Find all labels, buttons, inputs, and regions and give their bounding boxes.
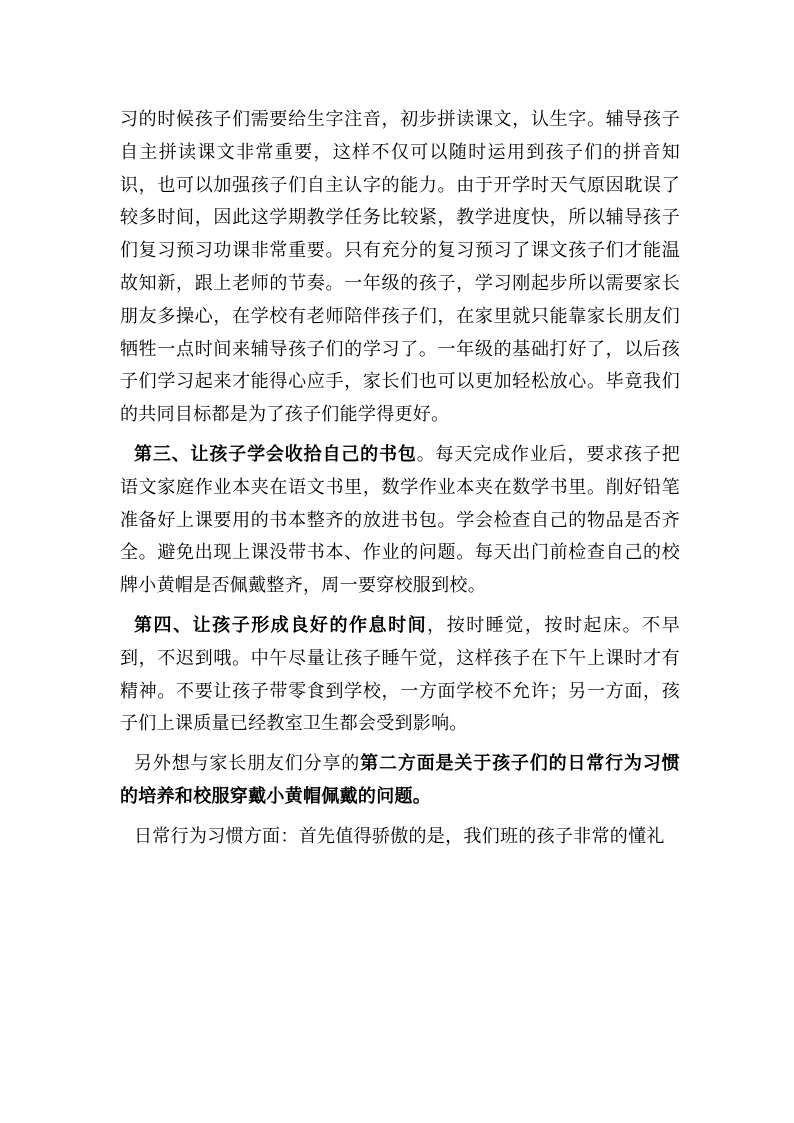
paragraph-daily-schedule bbox=[120, 610, 680, 741]
document-page bbox=[120, 104, 680, 854]
paragraph-pack-schoolbag bbox=[120, 439, 680, 603]
paragraph-lead-text: 另外想与家长朋友们分享的 bbox=[134, 753, 361, 775]
paragraph-text: 习的时候孩子们需要给生字注音，初步拼读课文，认生字。辅导孩子自主拼读课文非常重要，这样不仅可以随时运用到孩子们的拼音知识，也可以加强孩子们自主认字的能力。由于开学时天气原因耽误了较多时间，因此这学期教学任务比较紧，教学进度快，所以辅导孩子们复习预习功课非常重要。只有充分的复习预习了课文孩子们才能温故知新，跟上老师的节奏。一年级的孩子，学习刚起步所以需要家长朋友多操心，在学校有老师陪伴孩子们，在家里就只能靠家长朋友们牺牲一点时间来辅导孩子们的学习了。一年级的基础打好了，以后孩子们学习起来才能得心应手，家长们也可以更加轻松放心。毕竟我们的共同目标都是为了孩子们能学得更好。 bbox=[120, 109, 680, 426]
paragraph-second-aspect bbox=[120, 748, 680, 814]
section-heading-third: 第三、让孩子学会收拾自己的书包 bbox=[134, 443, 417, 465]
paragraph-daily-behavior bbox=[120, 821, 680, 854]
paragraph-text: 日常行为习惯方面：首先值得骄傲的是，我们班的孩子非常的懂礼 bbox=[134, 825, 665, 847]
section-heading-second-aspect: 第二方面是关于孩子们的日常行为习惯的培养和校服穿戴小黄帽佩戴的问题。 bbox=[120, 753, 680, 807]
paragraph-text: 。每天完成作业后，要求孩子把语文家庭作业本夹在语文书里，数学作业本夹在数学书里。削好铅笔准备好上课要用的书本整齐的放进书包。学会检查自己的物品是否齐全。避免出现上课没带书本、作业的问题。每天出门前检查自己的校牌小黄帽是否佩戴整齐，周一要穿校服到校。 bbox=[120, 443, 681, 597]
section-heading-fourth: 第四、让孩子形成良好的作息时间 bbox=[134, 614, 428, 636]
paragraph-homework-guidance bbox=[120, 104, 680, 432]
paragraph-text: ，按时睡觉，按时起床。不早到，不迟到哦。中午尽量让孩子睡午觉，这样孩子在下午上课时才有精神。不要让孩子带零食到学校，一方面学校不允许；另一方面，孩子们上课质量已经教室卫生都会受到影响。 bbox=[120, 614, 681, 735]
